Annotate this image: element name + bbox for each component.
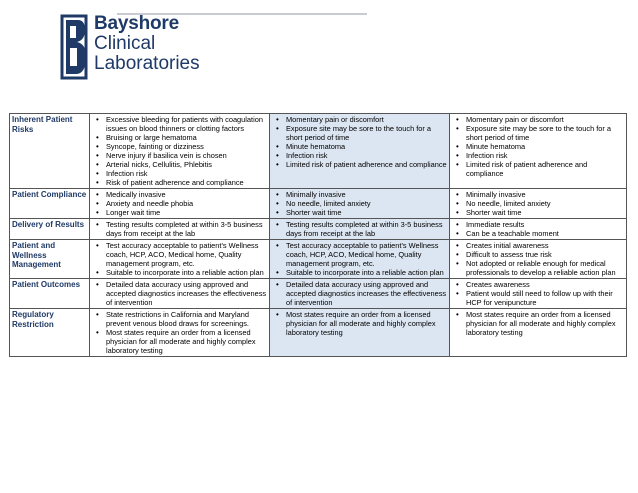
list-item: • Difficult to assess true risk [466,250,624,259]
bullet-list [272,280,447,307]
list-item: • Patient would still need to follow up with their HCP for venipuncture [466,289,624,307]
list-item: • Detailed data accuracy using approved and accepted diagnostics increases the effectiveness of intervention [286,280,447,307]
list-item: • Minute hematoma [286,142,447,151]
table-cell-col3 [450,114,627,189]
list-item: • Bruising or large hematoma [106,133,267,142]
list-item: • Infection risk [106,169,267,178]
bullet-list [452,115,624,178]
table-cell-col3 [450,219,627,240]
list-item: • Momentary pain or discomfort [466,115,624,124]
list-item: • No needle, limited anxiety [286,199,447,208]
table-cell-col2 [270,309,450,357]
list-item: • Shorter wait time [286,208,447,217]
bullet-list [92,220,267,238]
list-item: • Test accuracy acceptable to patient's Wellness coach, HCP, ACO, Medical home, Quality management program, etc. [106,241,267,268]
table-cell-col3 [450,240,627,279]
bullet-list [92,190,267,217]
table-cell-col3 [450,309,627,357]
bullet-list [92,280,267,307]
list-item: • Limited risk of patient adherence and compliance [286,160,447,169]
bullet-list [272,220,447,238]
table-cell-col2 [270,219,450,240]
table-cell-col3 [450,279,627,309]
bullet-list [272,310,447,337]
list-item: • Shorter wait time [466,208,624,217]
table-cell-col1 [90,279,270,309]
list-item: • Nerve injury if basilica vein is chosen [106,151,267,160]
list-item: • Most states require an order from a licensed physician for all moderate and highly complex laboratory testing [286,310,447,337]
bullet-list [92,241,267,277]
brand-line-1: Bayshore [94,13,179,34]
row-header: Delivery of Results [10,219,90,240]
list-item: • No needle, limited anxiety [466,199,624,208]
list-item: • Arterial nicks, Cellulitis, Phlebitis [106,160,267,169]
bullet-list [92,115,267,187]
list-item: • Suitable to incorporate into a reliable action plan [106,268,267,277]
table-row [10,279,627,309]
table-row [10,114,627,189]
brand-line-3: Laboratories [94,53,200,74]
table-cell-col1 [90,219,270,240]
table-row [10,309,627,357]
comparison-table [9,113,627,357]
list-item: • Syncope, fainting or dizziness [106,142,267,151]
row-header: Patient Outcomes [10,279,90,309]
bullet-list [452,190,624,217]
list-item: • Minimally invasive [286,190,447,199]
brand-wordmark [94,14,200,73]
bullet-list [272,190,447,217]
table-cell-col1 [90,114,270,189]
list-item: • Exposure site may be sore to the touch for a short period of time [286,124,447,142]
table-row [10,240,627,279]
list-item: • Infection risk [286,151,447,160]
list-item: • Momentary pain or discomfort [286,115,447,124]
row-header: Regulatory Restriction [10,309,90,357]
list-item: • Suitable to incorporate into a reliable action plan [286,268,447,277]
list-item: • Limited risk of patient adherence and compliance [466,160,624,178]
table-cell-col1 [90,189,270,219]
bullet-list [452,220,624,238]
table-cell-col2 [270,240,450,279]
list-item: • Can be a teachable moment [466,229,624,238]
list-item: • State restrictions in California and Maryland prevent venous blood draws for screenings. [106,310,267,328]
list-item: • Test accuracy acceptable to patient's Wellness coach, HCP, ACO, Medical home, Quality management program, etc. [286,241,447,268]
list-item: • Minute hematoma [466,142,624,151]
table-row [10,219,627,240]
row-header: Inherent Patient Risks [10,114,90,189]
brand-line-2: Clinical [94,33,156,54]
list-item: • Not adopted or reliable enough for medical professionals to develop a reliable action plan [466,259,624,277]
list-item: • Excessive bleeding for patients with coagulation issues on blood thinners or clotting factors [106,115,267,133]
table-cell-col1 [90,309,270,357]
table-cell-col1 [90,240,270,279]
bullet-list [452,310,624,337]
list-item: • Testing results completed at within 3-5 business days from receipt at the lab [106,220,267,238]
bullet-list [452,280,624,307]
row-header: Patient Compliance [10,189,90,219]
list-item: • Immediate results [466,220,624,229]
bullet-list [452,241,624,277]
list-item: • Anxiety and needle phobia [106,199,267,208]
list-item: • Infection risk [466,151,624,160]
list-item: • Risk of patient adherence and compliance [106,178,267,187]
list-item: • Most states require an order from a licensed physician for all moderate and highly complex laboratory testing [106,328,267,355]
table-cell-col2 [270,114,450,189]
list-item: • Creates initial awareness [466,241,624,250]
list-item: • Creates awareness [466,280,624,289]
list-item: • Medically invasive [106,190,267,199]
comparison-table-body [10,114,627,357]
bayshore-logo-icon [60,14,90,82]
bullet-list [272,115,447,169]
table-cell-col3 [450,189,627,219]
list-item: • Most states require an order from a licensed physician for all moderate and highly complex laboratory testing [466,310,624,337]
bullet-list [92,310,267,355]
list-item: • Minimally invasive [466,190,624,199]
list-item: • Exposure site may be sore to the touch for a short period of time [466,124,624,142]
list-item: • Detailed data accuracy using approved and accepted diagnostics increases the effectiveness of intervention [106,280,267,307]
table-row [10,189,627,219]
list-item: • Testing results completed at within 3-5 business days from receipt at the lab [286,220,447,238]
row-header: Patient and Wellness Management [10,240,90,279]
bullet-list [272,241,447,277]
table-cell-col2 [270,279,450,309]
list-item: • Longer wait time [106,208,267,217]
table-cell-col2 [270,189,450,219]
